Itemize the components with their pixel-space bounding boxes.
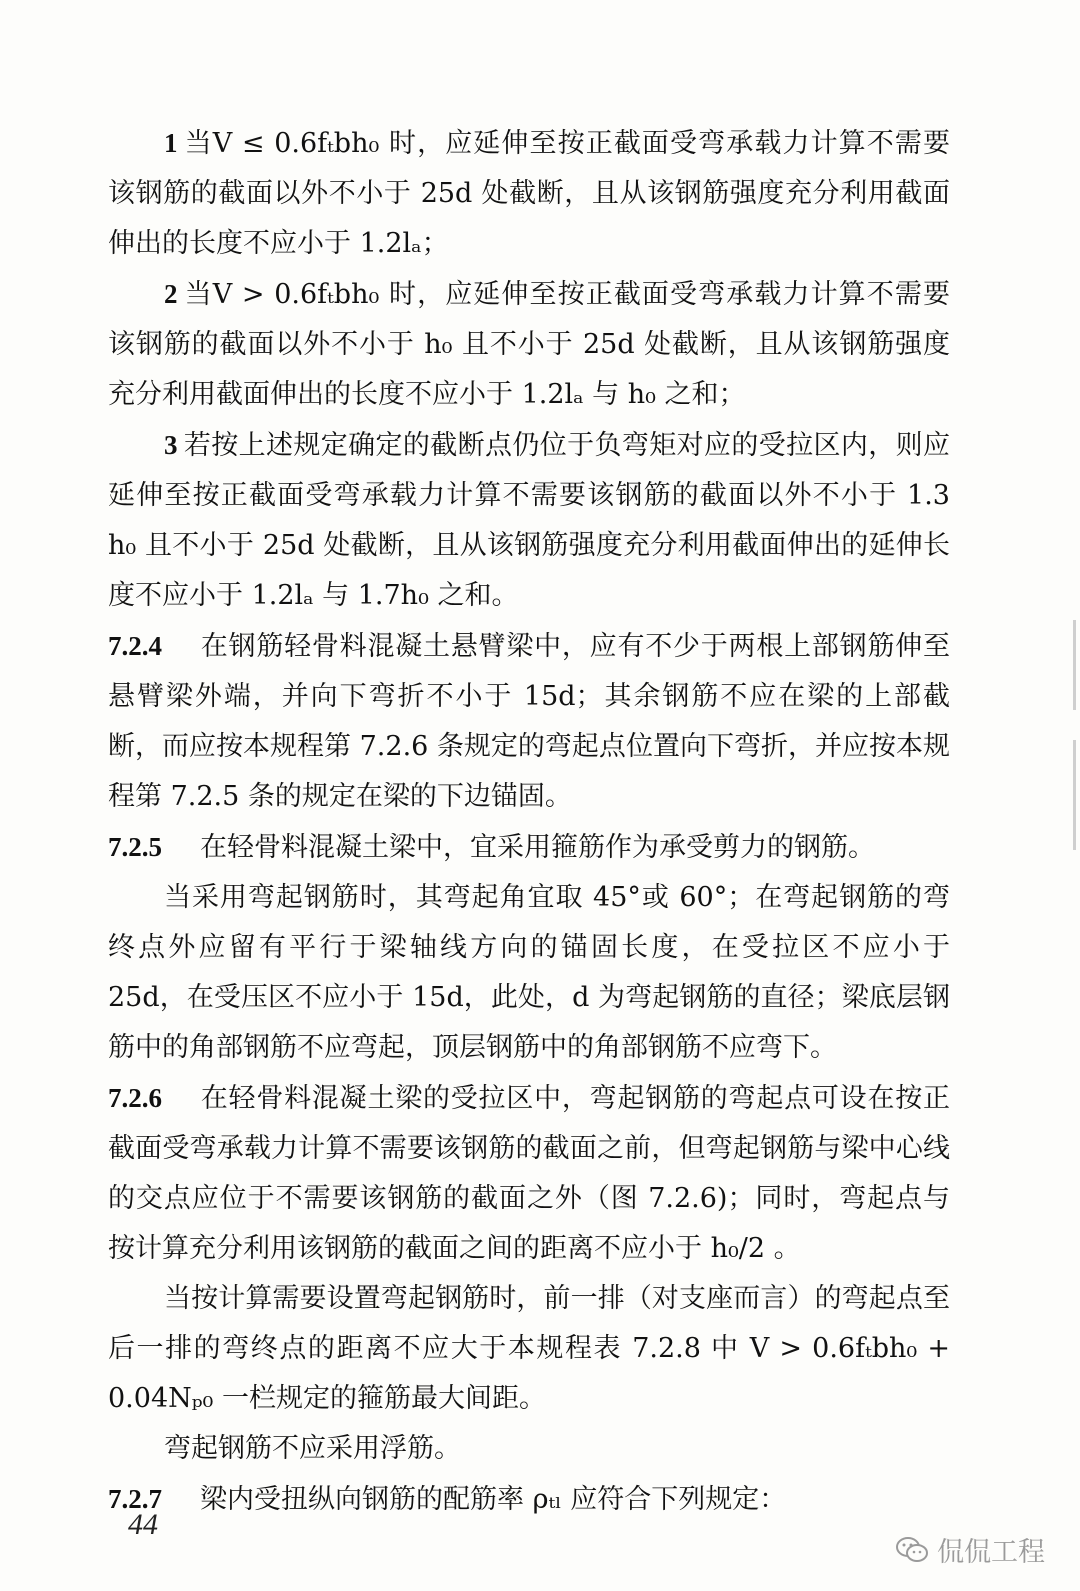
item-number: 3 [164, 430, 178, 460]
item-2 [108, 269, 950, 420]
clause-text: 在钢筋轻骨料混凝土悬臂梁中，应有不少于两根上部钢筋伸至悬臂梁外端，并向下弯折不小于 15d；其余钢筋不应在梁的上部截断，而应按本规程第 7.2.6 条规定的弯起点位置向下弯折，并应按本规程第 7.2.5 条的规定在梁的下边锚固。 [108, 631, 950, 812]
page-number: 44 [128, 1508, 158, 1541]
watermark-text: 侃侃工程 [937, 1537, 1045, 1568]
scan-edge-mark [1073, 620, 1076, 710]
clause-number: 7.2.6 [108, 1083, 162, 1113]
item-1 [108, 118, 950, 269]
item-text: 若按上述规定确定的截断点仍位于负弯矩对应的受拉区内，则应延伸至按正截面受弯承载力计算不需要该钢筋的截面以外不小于 1.3 h₀ 且不小于 25d 处截断，且从该钢筋强度充分利用截面伸出的延伸长度不应小于 1.2lₐ 与 1.7h₀ 之和。 [108, 430, 950, 611]
paragraph-bent-bars [108, 873, 950, 1073]
clause-7-2-5 [108, 822, 950, 873]
clause-7-2-4 [108, 621, 950, 822]
clause-7-2-6 [108, 1073, 950, 1274]
wechat-icon [895, 1535, 929, 1565]
item-3 [108, 420, 950, 621]
scan-edge-mark [1073, 740, 1076, 850]
clause-number: 7.2.5 [108, 832, 162, 862]
clause-text: 在轻骨料混凝土梁的受拉区中，弯起钢筋的弯起点可设在按正截面受弯承载力计算不需要该钢筋的截面之前，但弯起钢筋与梁中心线的交点应位于不需要该钢筋的截面之外（图 7.2.6)；同时，弯起点与按计算充分利用该钢筋的截面之间的距离不应小于 h₀/2 。 [108, 1083, 950, 1264]
paragraph-text: 当采用弯起钢筋时，其弯起角宜取 45°或 60°；在弯起钢筋的弯终点外应留有平行于梁轴线方向的锚固长度，在受拉区不应小于 25d，在受压区不应小于 15d，此处，d 为弯起钢筋的直径；梁底层钢筋中的角部钢筋不应弯起，顶层钢筋中的角部钢筋不应弯下。 [108, 882, 950, 1063]
clause-text: 在轻骨料混凝土梁中，宜采用箍筋作为承受剪力的钢筋。 [200, 832, 875, 863]
clause-number: 7.2.7 [108, 1484, 162, 1514]
paragraph-text: 当按计算需要设置弯起钢筋时，前一排（对支座而言）的弯起点至后一排的弯终点的距离不应大于本规程表 7.2.8 中 V > 0.6fₜbh₀ + 0.04Nₚ₀ 一栏规定的箍筋最大间距。 [108, 1283, 950, 1414]
clause-text: 梁内受扭纵向钢筋的配筋率 ρₜₗ 应符合下列规定： [200, 1484, 787, 1515]
paragraph-floating-bars [108, 1424, 950, 1474]
clause-7-2-7 [108, 1474, 950, 1525]
paragraph-text: 弯起钢筋不应采用浮筋。 [164, 1433, 461, 1464]
item-number: 2 [164, 279, 178, 309]
watermark [895, 1530, 1045, 1569]
document-body [108, 118, 950, 1525]
item-text: 当V > 0.6fₜbh₀ 时，应延伸至按正截面受弯承载力计算不需要该钢筋的截面以外不小于 h₀ 且不小于 25d 处截断，且从该钢筋强度充分利用截面伸出的长度不应小于 1.2lₐ 与 h₀ 之和； [108, 279, 950, 410]
item-text: 当V ≤ 0.6fₜbh₀ 时，应延伸至按正截面受弯承载力计算不需要该钢筋的截面以外不小于 25d 处截断，且从该钢筋强度充分利用截面伸出的长度不应小于 1.2lₐ； [108, 128, 950, 259]
item-number: 1 [164, 128, 178, 158]
clause-number: 7.2.4 [108, 631, 162, 661]
paragraph-bent-bar-spacing [108, 1274, 950, 1424]
